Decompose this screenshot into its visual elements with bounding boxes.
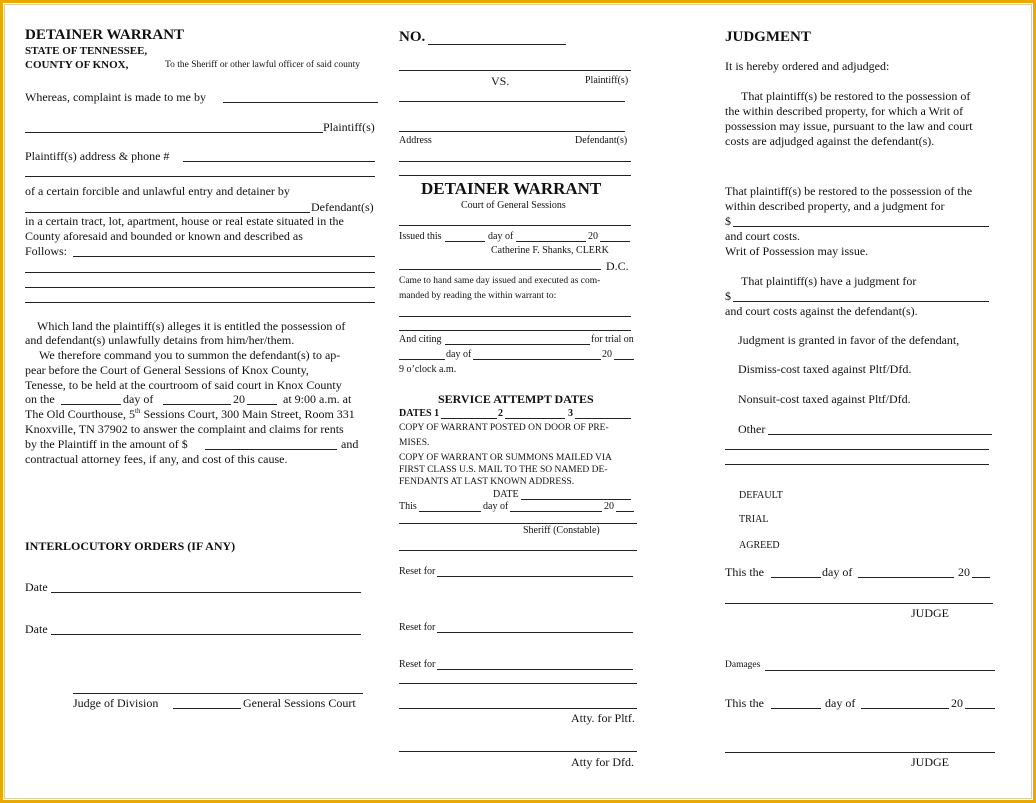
judgment-1-line-4: costs are adjudged against the defendant(s). (725, 134, 935, 148)
second-year-prefix: 20 (951, 696, 963, 710)
date-label-1: Date (25, 580, 48, 594)
service-day-of-label: day of (483, 501, 509, 512)
trial-time: 9 o’clock a.m. (399, 364, 457, 375)
day-of-text: day of (123, 392, 154, 406)
service-year-prefix: 20 (604, 501, 614, 512)
other-line-2[interactable] (725, 449, 989, 450)
reset-line-4[interactable] (399, 683, 637, 684)
reset-label-2: Reset for (399, 622, 436, 633)
citing-label: And citing (399, 334, 442, 345)
issued-month-line[interactable] (516, 241, 586, 242)
reset-label-3: Reset for (399, 659, 436, 670)
came-to-hand-line-1: Came to hand same day issued and executed as com- (399, 276, 601, 286)
dates-label-1: DATES 1 (399, 408, 440, 419)
judgment-3-dollar: $ (725, 289, 731, 303)
paragraph-1-line-2: and defendant(s) unlawfully detains from him/her/them. (25, 333, 295, 347)
dismiss-text: Dismiss-cost taxed against Pltf/Dfd. (738, 362, 912, 376)
trial-day-of-label: day of (446, 349, 472, 360)
judgment-3-line-2: and court costs against the defendant(s). (725, 304, 918, 318)
plaintiff-address-line[interactable] (183, 161, 375, 162)
middle-title: DETAINER WARRANT (421, 179, 602, 198)
posted-notice-line-1: COPY OF WARRANT POSTED ON DOOR OF PRE- (399, 423, 609, 433)
general-sessions-label: General Sessions Court (243, 696, 356, 710)
second-day-line[interactable] (771, 708, 821, 709)
attempt-date-2-line[interactable] (505, 418, 565, 419)
mailed-date-label: DATE (493, 489, 519, 500)
reset-line-2[interactable] (437, 632, 633, 633)
appearance-month-line[interactable] (163, 404, 231, 405)
versus-label: VS. (491, 74, 510, 88)
trial-on-label: for trial on (591, 334, 634, 345)
description-line-4[interactable] (25, 302, 375, 303)
year-prefix: 20 (233, 392, 245, 406)
judge-signature-line-2[interactable] (725, 752, 995, 753)
case-number-line[interactable] (428, 44, 566, 45)
mailed-notice-line-2: FIRST CLASS U.S. MAIL TO THE SO NAMED DE- (399, 465, 608, 475)
sheriff-caption: Sheriff (Constable) (523, 525, 600, 536)
citing-line[interactable] (445, 344, 590, 345)
damages-label: Damages (725, 660, 761, 670)
trial-day-line[interactable] (399, 359, 445, 360)
issued-year-prefix: 20 (588, 231, 598, 242)
reset-line-1[interactable] (437, 576, 633, 577)
on-the-text: on the (25, 392, 55, 406)
judgment-2-dollar: $ (725, 214, 731, 228)
defendants-label: Defendant(s) (311, 200, 374, 214)
clerk-name: Catherine F. Shanks, CLERK (491, 245, 609, 256)
amount-line[interactable] (205, 449, 337, 450)
paragraph-2-line-1: We therefore command you to summon the defendant(s) to ap- (39, 348, 341, 362)
judgment-1-line-2: the within described property, for which a Writ of (725, 104, 964, 118)
judgment-year-line[interactable] (972, 577, 990, 578)
agreed-label: AGREED (739, 540, 780, 551)
dates-label-3: 3 (568, 408, 573, 419)
judgment-title: JUDGMENT (725, 29, 811, 45)
description-line-2[interactable] (25, 272, 375, 273)
plaintiff-line[interactable] (399, 70, 631, 71)
judgment-year-prefix: 20 (958, 565, 970, 579)
date-label-2: Date (25, 622, 48, 636)
posted-notice-line-2: MISES. (399, 438, 430, 448)
issued-day-line[interactable] (445, 241, 485, 242)
judge-signature-line-1[interactable] (725, 603, 993, 604)
judge-signature-line[interactable] (73, 693, 363, 694)
issued-blank-line[interactable] (399, 225, 631, 226)
division-line[interactable] (173, 708, 241, 709)
plaintiffs-caption: Plaintiff(s) (585, 75, 629, 86)
whereas-text: Whereas, complaint is made to me by (25, 90, 206, 104)
judgment-2-line-4: Writ of Possession may issue. (725, 244, 869, 258)
follows-label: Follows: (25, 244, 68, 258)
date-line-1[interactable] (51, 592, 361, 593)
left-title: DETAINER WARRANT (25, 27, 185, 43)
reset-line-3[interactable] (437, 669, 633, 670)
service-month-line[interactable] (510, 511, 602, 512)
attorney-defendant-line[interactable] (399, 751, 637, 752)
plaintiff-address-label: Plaintiff(s) address & phone # (25, 149, 170, 163)
trial-label: TRIAL (739, 514, 769, 525)
defendants-caption: Defendant(s) (575, 135, 628, 146)
address-line-1[interactable] (399, 161, 631, 162)
attempt-date-1-line[interactable] (441, 418, 497, 419)
attorney-defendant-label: Atty for Dfd. (571, 755, 634, 769)
attorney-plaintiff-line[interactable] (399, 708, 637, 709)
judgment-1-line-1: That plaintiff(s) be restored to the possession of (741, 89, 971, 103)
served-line-1[interactable] (399, 316, 631, 317)
issued-day-of-label: day of (488, 231, 514, 242)
judgment-day-of: day of (822, 565, 853, 579)
sheriff-extra-line[interactable] (399, 550, 637, 551)
trial-year-line[interactable] (614, 359, 634, 360)
plaintiff-address-line-2[interactable] (25, 176, 375, 177)
judgment-2-line-3: and court costs. (725, 229, 800, 243)
complainant-line[interactable] (223, 102, 378, 103)
judgment-day-line[interactable] (771, 577, 821, 578)
trial-year-prefix: 20 (602, 349, 612, 360)
courthouse-text: The Old Courthouse, 5th Sessions Court, 300 Main Street, Room 331 (25, 407, 355, 421)
defendant-line[interactable] (399, 131, 625, 132)
damages-line[interactable] (765, 670, 995, 671)
description-line-1[interactable] (73, 256, 375, 257)
appearance-day-line[interactable] (61, 404, 121, 405)
judgment-2-line-1: That plaintiff(s) be restored to the possession of the (725, 184, 973, 198)
plaintiff-line-2[interactable] (399, 101, 625, 102)
ordered-text: It is hereby ordered and adjudged: (725, 59, 890, 73)
service-day-line[interactable] (419, 511, 481, 512)
appearance-year-line[interactable] (247, 404, 277, 405)
paragraph-2-line-2: pear before the Court of General Sessions of Knox County, (25, 363, 309, 377)
came-to-hand-line-2: manded by reading the within warrant to: (399, 291, 557, 301)
interlocutory-heading: INTERLOCUTORY ORDERS (IF ANY) (25, 539, 236, 553)
plaintiff-name-line[interactable] (25, 132, 323, 133)
service-attempt-heading: SERVICE ATTEMPT DATES (438, 392, 594, 406)
default-label: DEFAULT (739, 490, 783, 501)
dates-label-2: 2 (498, 408, 503, 419)
dc-label: D.C. (606, 259, 629, 273)
second-month-line[interactable] (861, 708, 949, 709)
forcible-entry-text: of a certain forcible and unlawful entry and detainer by (25, 184, 290, 198)
tract-text-1: in a certain tract, lot, apartment, house or real estate situated in the (25, 214, 344, 228)
judgment-2-line-2: within described property, and a judgment for (725, 199, 945, 213)
address-line-2[interactable] (399, 175, 631, 176)
mailed-notice-line-1: COPY OF WARRANT OR SUMMONS MAILED VIA (399, 453, 612, 463)
judgment-3-line-1: That plaintiff(s) have a judgment for (741, 274, 917, 288)
attempt-date-3-line[interactable] (575, 418, 631, 419)
sheriff-signature-line[interactable] (399, 523, 637, 524)
issued-this-label: Issued this (399, 231, 442, 242)
second-year-line[interactable] (965, 708, 995, 709)
plaintiffs-label: Plaintiff(s) (323, 120, 375, 134)
attorney-fees-text: contractual attorney fees, if any, and cost of this cause. (25, 452, 288, 466)
attorney-plaintiff-label: Atty. for Pltf. (571, 711, 635, 725)
county-label: COUNTY OF KNOX, (25, 59, 129, 71)
service-year-line[interactable] (616, 511, 634, 512)
court-name: Court of General Sessions (461, 200, 566, 211)
judgment-1-line-3: possession may issue, pursuant to the law and court (725, 119, 973, 133)
other-line-1[interactable] (768, 434, 992, 435)
to-sheriff-text: To the Sheriff or other lawful officer of said county (165, 60, 360, 70)
reset-label-1: Reset for (399, 566, 436, 577)
other-label: Other (738, 422, 766, 436)
mailed-notice-line-3: FENDANTS AT LAST KNOWN ADDRESS. (399, 477, 575, 487)
issued-year-line[interactable] (600, 241, 630, 242)
tract-text-2: County aforesaid and bounded or known and described as (25, 229, 303, 243)
defendant-name-line[interactable] (25, 212, 310, 213)
judge-division-label: Judge of Division (73, 696, 159, 710)
judgment-2-amount-line[interactable] (733, 226, 989, 227)
paragraph-1-line-1: Which land the plaintiff(s) alleges it is entitled the possession of (37, 319, 346, 333)
paragraph-2-line-3: Tenesse, to be held at the courtroom of said court in Knox County (25, 378, 342, 392)
other-line-3[interactable] (725, 464, 989, 465)
case-number-label: NO. (399, 29, 426, 45)
mailed-date-line[interactable] (521, 499, 631, 500)
nonsuit-text: Nonsuit-cost taxed against Pltf/Dfd. (738, 392, 911, 406)
judge-label-1: JUDGE (911, 606, 949, 620)
second-day-of: day of (825, 696, 856, 710)
address-caption: Address (399, 135, 432, 146)
amount-text: by the Plaintiff in the amount of $ (25, 437, 188, 451)
state-label: STATE OF TENNESSEE, (25, 45, 148, 57)
time-location-text: at 9:00 a.m. at (283, 392, 352, 406)
judge-label-2: JUDGE (911, 755, 949, 769)
description-line-3[interactable] (25, 287, 375, 288)
this-label: This (399, 501, 417, 512)
judgment-3-amount-line[interactable] (733, 301, 989, 302)
judgment-month-line[interactable] (858, 577, 954, 578)
and-text: and (341, 437, 359, 451)
second-date-this-the: This the (725, 696, 764, 710)
served-line-2[interactable] (399, 330, 631, 331)
knoxville-text: Knoxville, TN 37902 to answer the complaint and claims for rents (25, 422, 344, 436)
date-line-2[interactable] (51, 634, 361, 635)
granted-defendant-text: Judgment is granted in favor of the defendant, (738, 333, 960, 347)
trial-month-line[interactable] (473, 359, 601, 360)
deputy-clerk-line[interactable] (399, 269, 601, 270)
judgment-date-this-the: This the (725, 565, 764, 579)
